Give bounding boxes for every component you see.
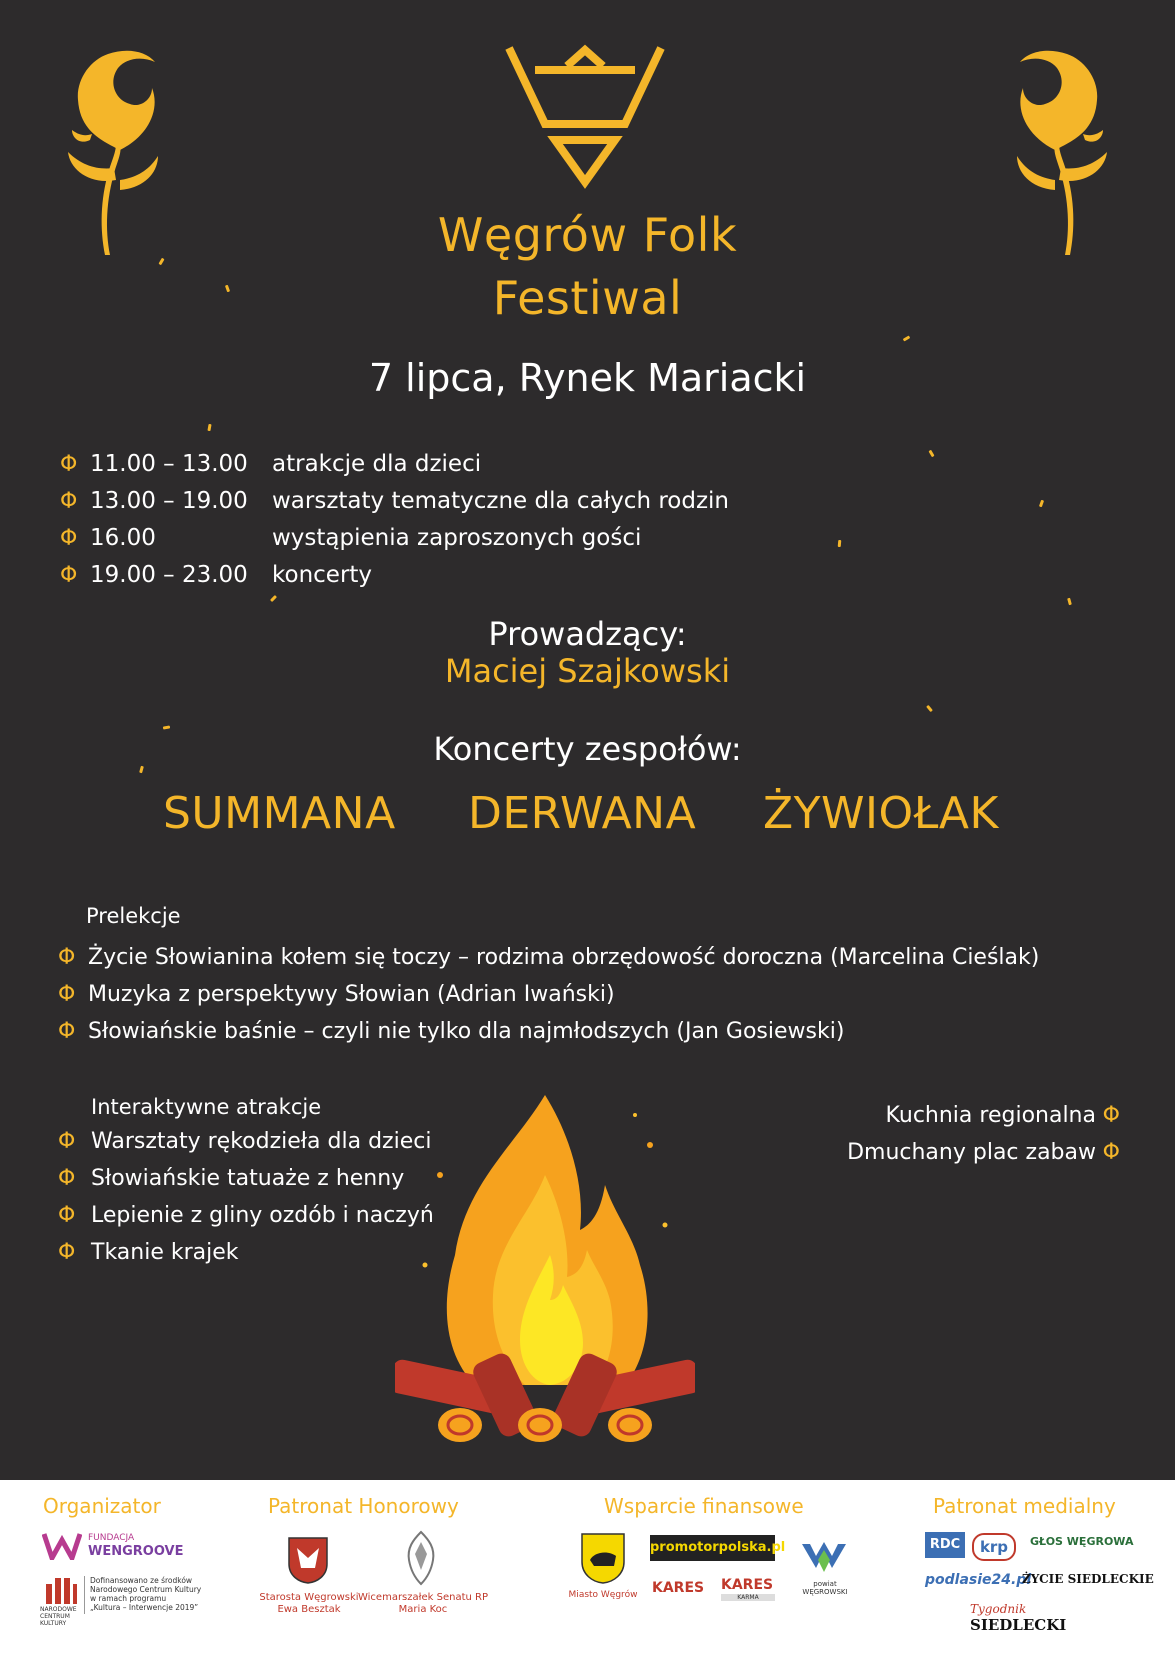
bullet-icon: Φ [58,1240,76,1265]
extra-text: Dmuchany plac zabaw [847,1140,1096,1165]
senate-eagle-icon [403,1530,439,1586]
kares-logo: KARES [652,1580,705,1596]
podlasie24-logo: podlasie24.pl [925,1572,1032,1588]
nck-note-line: Narodowego Centrum Kultury [90,1585,202,1594]
senate-role: Wicemarszałek Senatu RP [357,1592,488,1603]
bullet-icon: Φ [58,1166,76,1191]
tygodnik-logo-top: Tygodnik [970,1602,1027,1616]
bullet-icon: Φ [60,526,78,551]
extras-list [847,1097,1120,1171]
patronage-heading: Patronat Honorowy [268,1494,459,1518]
kares-karma-logo: KARES [721,1577,774,1593]
organizer-heading: Organizator [43,1494,161,1518]
bullet-icon: Φ [58,1203,76,1228]
powiat-crest-icon [287,1536,329,1584]
bullet-icon: Φ [58,1019,76,1044]
schedule-row [60,557,729,594]
zycie-siedleckie-logo: ŻYCIE SIEDLECKIE [1022,1572,1154,1586]
nck-note [90,1576,201,1612]
schedule-activity: warsztaty tematyczne dla całych rodzin [272,488,730,514]
schedule-time: 16.00 [90,525,156,551]
bullet-icon: Φ [1102,1140,1120,1165]
spark [207,424,211,431]
nck-note-line: w ramach programu [90,1594,167,1603]
lectures-section [58,898,1039,1050]
bullet-icon: Φ [60,489,78,514]
host-label: Prowadzący: [488,615,687,653]
attraction-text: Tkanie krajek [91,1240,239,1265]
promotor-logo: promotorpolska.pl [650,1535,775,1561]
powiat-caption: powiat WĘGROWSKI [802,1580,848,1596]
extra-text: Kuchnia regionalna [885,1103,1096,1128]
spark [163,725,170,729]
schedule-row [60,446,729,483]
lecture-text: Życie Słowianina kołem się toczy – rodzima obrzędowość doroczna (Marcelina Cieślak) [88,945,1040,970]
bullet-icon: Φ [60,452,78,477]
starosta-caption [250,1592,368,1616]
spark [928,450,934,458]
bullet-icon: Φ [58,1129,76,1154]
lecture-item [58,939,1039,976]
attraction-text: Warsztaty rękodzieła dla dzieci [91,1129,432,1154]
attraction-item [58,1197,434,1234]
attraction-text: Lepienie z gliny ozdób i naczyń [91,1203,434,1228]
senate-caption [355,1592,491,1616]
schedule-row [60,483,729,520]
senate-name: Maria Koc [398,1604,448,1615]
date-place: 7 lipca, Rynek Mariacki [368,356,807,400]
lecture-item [58,1013,1039,1050]
schedule-activity: wystąpienia zaproszonych gości [272,525,642,551]
miasto-caption: Miasto Węgrów [568,1590,638,1600]
wengroove-logo-icon [42,1532,82,1560]
powiat-logo-icon [800,1538,848,1578]
band-summana: SUMMANA [163,788,396,839]
lecture-text: Muzyka z perspektywy Słowian (Adrian Iwański) [88,982,615,1007]
schedule-activity: koncerty [272,562,373,588]
extra-item [847,1134,1120,1171]
bullet-icon: Φ [60,563,78,588]
festival-title-line2: Festiwal [492,271,683,325]
glos-wegrowa-logo: GŁOS WĘGROWA [1030,1535,1134,1548]
wengroove-name: WENGROOVE [88,1544,184,1559]
concerts-label: Koncerty zespołów: [433,730,742,768]
attractions-title: Interaktywne atrakcje [91,1095,322,1119]
funding-heading: Wsparcie finansowe [604,1494,804,1518]
krp-logo: krp [972,1533,1016,1561]
divider [84,1576,85,1614]
schedule-time: 19.00 – 23.00 [90,562,248,588]
bullet-icon: Φ [1102,1103,1120,1128]
lecture-item [58,976,1039,1013]
schedule-list [60,446,729,594]
attraction-item [58,1123,434,1160]
schedule-row [60,520,729,557]
attraction-item [58,1160,434,1197]
starosta-name: Ewa Besztak [277,1604,341,1615]
bullet-icon: Φ [58,982,76,1007]
nck-label: NARODOWE CENTRUM KULTURY [40,1606,77,1627]
band-zywiolak: ŻYWIOŁAK [763,788,999,839]
sponsors-footer [0,1480,1175,1653]
attractions-section [58,1095,434,1271]
tygodnik-logo-bottom: SIEDLECKI [970,1616,1067,1634]
lectures-title: Prelekcje [86,904,181,928]
attraction-text: Słowiańskie tatuaże z henny [91,1166,405,1191]
spark [270,595,277,602]
spark [926,705,933,712]
nck-note-line: Dofinansowano ze środków [90,1576,193,1585]
spark [838,540,842,547]
nck-logo-icon [44,1574,78,1604]
spark [903,335,911,341]
campfire-icon [395,1085,695,1445]
kares-karma-sub: KARMA [721,1594,775,1601]
schedule-time: 13.00 – 19.00 [90,488,248,514]
wengroove-top: FUNDACJA [88,1533,135,1543]
crown-logo-icon [505,44,665,189]
spark [1067,598,1072,606]
band-derwana: DERWANA [468,788,697,839]
festival-title-line1: Węgrów Folk [437,208,738,262]
extra-item [847,1097,1120,1134]
spark [1039,500,1044,508]
schedule-time: 11.00 – 13.00 [90,451,248,477]
nck-note-line: „Kultura – Interwencje 2019” [90,1603,199,1612]
attraction-item [58,1234,434,1271]
lecture-text: Słowiańskie baśnie – czyli nie tylko dla najmłodszych (Jan Gosiewski) [88,1019,845,1044]
rdc-logo: RDC [925,1532,965,1558]
bullet-icon: Φ [58,945,76,970]
schedule-activity: atrakcje dla dzieci [272,451,482,477]
host-name: Maciej Szajkowski [444,652,731,690]
starosta-role: Starosta Węgrowski [259,1592,359,1603]
wegrow-crest-icon [580,1532,626,1584]
media-heading: Patronat medialny [933,1494,1116,1518]
